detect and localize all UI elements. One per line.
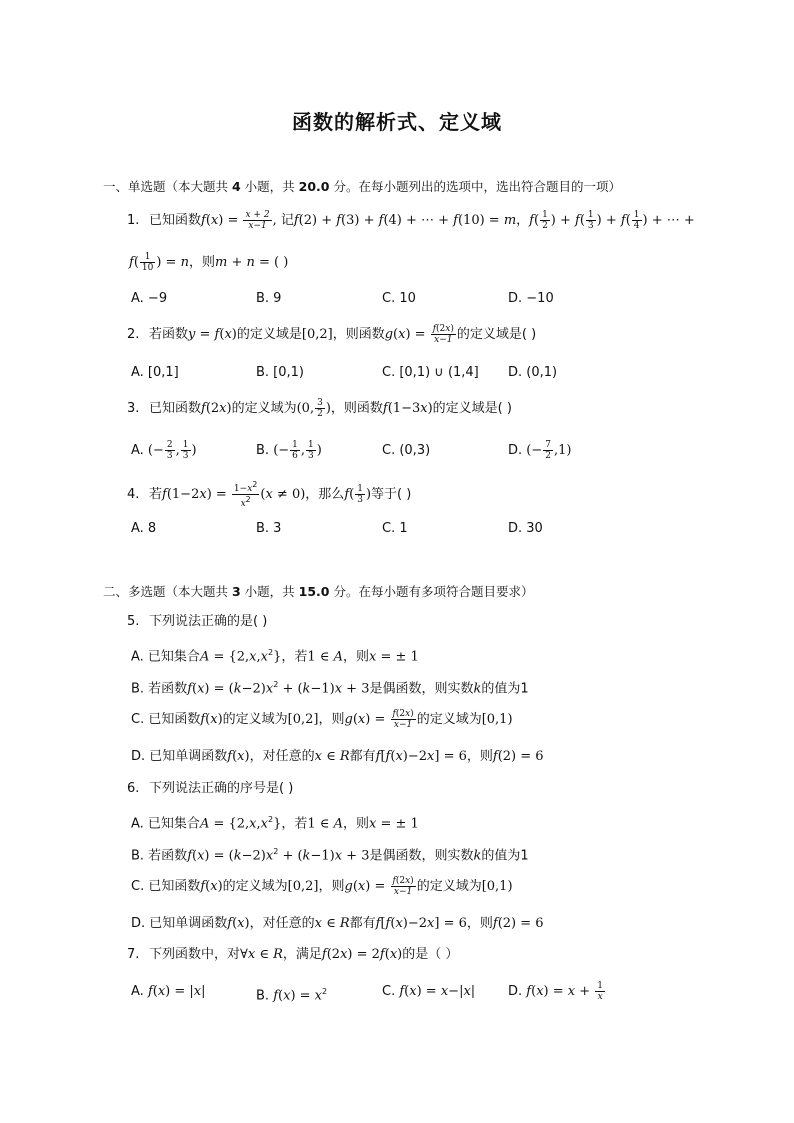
question-2: 2. 若函数y = f(x)的定义域是[0,2]，则函数g(x) = $\frac{f(2x)}{x-1}$ 的定义域是( )	[127, 324, 537, 345]
q4-option-c[interactable]: C. 1	[382, 521, 408, 536]
section-heading-multi-choice: 二、多选题（本大题共 3 小题，共 15.0 分。在每小题有多项符合题目要求）	[103, 584, 534, 599]
q1-option-b[interactable]: B. 9	[256, 291, 282, 306]
section-heading-single-choice: 一、单选题（本大题共 4 小题，共 20.0 分。在每小题列出的选项中，选出符合题目的一项）	[103, 179, 621, 194]
question-5: 5. 下列说法正确的是( )	[127, 614, 268, 629]
q3-option-c[interactable]: C. (0,3)	[382, 443, 431, 458]
q3-option-b[interactable]: B. (− $\frac{1}{6}$ , $\frac{1}{3}$ )	[256, 440, 322, 461]
q6-option-d[interactable]: D. 已知单调函数f(x)，对任意的x ∈ R都有f[f(x)−2x] = 6，则f(2) = 6	[131, 916, 544, 931]
question-4: 4. 若f(1−2x) = $\frac{1-x^2}{x^2}$ (x ≠ 0)，那么f( $\frac{1}{3}$ )等于( )	[127, 480, 412, 509]
q2-option-b[interactable]: B. [0,1)	[256, 365, 305, 380]
question-1-continued: f( $\frac{1}{10}$ ) = n，则m + n = ( )	[129, 252, 289, 273]
q2-option-a[interactable]: A. [0,1]	[131, 365, 179, 380]
q2-option-c[interactable]: C. [0,1) ∪ (1,4]	[382, 365, 479, 380]
q1-option-d[interactable]: D. −10	[508, 291, 554, 306]
question-3: 3. 已知函数f(2x)的定义域为(0, $\frac{3}{2}$ )，则函数f(1−3x)的定义域是( )	[127, 398, 512, 419]
q7-option-d[interactable]: D. f(x) = x + $\frac{1}{x}$	[508, 981, 604, 1002]
q5-option-c[interactable]: C. 已知函数f(x)的定义域为[0,2]，则g(x) = $\frac{f(2x)}{x-1}$ 的定义域为[0,1)	[131, 709, 513, 730]
q3-option-d[interactable]: D. (− $\frac{7}{2}$ ,1)	[508, 440, 572, 461]
q5-option-b[interactable]: B. 若函数$f(x) = (k-2)x^2 + (k-1)x + 3$是偶函数，则实数k的值为1	[131, 680, 529, 697]
question-1: 1. 已知函数f(x) = $\frac{x + 2}{x-1}$ , 记f(2) + f(3) + f(4) + ⋯ + f(10) = m，f( $\frac{1}{2}$ ) + f( $\frac{1}{3}$ ) + f( $\frac{1}{4}$ ) + ⋯ +	[127, 210, 695, 231]
q7-option-b[interactable]: B. $f(x) = x^2$	[256, 987, 328, 1004]
q6-option-c[interactable]: C. 已知函数f(x)的定义域为[0,2]，则g(x) = $\frac{f(2x)}{x-1}$ 的定义域为[0,1)	[131, 876, 513, 897]
q5-option-a[interactable]: A. 已知集合$A = \{2,x,x^2\}$，若1 ∈ A，则x = ± 1	[131, 648, 419, 665]
q7-option-c[interactable]: C. f(x) = x−|x|	[382, 984, 476, 999]
q6-option-a[interactable]: A. 已知集合$A = \{2,x,x^2\}$，若1 ∈ A，则x = ± 1	[131, 815, 419, 832]
q5-option-d[interactable]: D. 已知单调函数f(x)，对任意的x ∈ R都有f[f(x)−2x] = 6，则f(2) = 6	[131, 749, 544, 764]
q1-option-c[interactable]: C. 10	[382, 291, 416, 306]
q1-option-a[interactable]: A. −9	[131, 291, 168, 306]
q7-option-a[interactable]: A. f(x) = |x|	[131, 984, 206, 999]
q3-option-a[interactable]: A. (− $\frac{2}{3}$ , $\frac{1}{3}$ )	[131, 440, 197, 461]
q4-option-d[interactable]: D. 30	[508, 521, 543, 536]
q4-option-b[interactable]: B. 3	[256, 521, 282, 536]
question-7: 7. 下列函数中，对∀x ∈ R，满足f(2x) = 2f(x)的是（ ）	[127, 947, 459, 962]
q2-option-d[interactable]: D. (0,1)	[508, 365, 558, 380]
q4-option-a[interactable]: A. 8	[131, 521, 157, 536]
page-title: 函数的解析式、定义域	[292, 110, 502, 134]
q6-option-b[interactable]: B. 若函数$f(x) = (k-2)x^2 + (k-1)x + 3$是偶函数，则实数k的值为1	[131, 847, 529, 864]
question-6: 6. 下列说法正确的序号是( )	[127, 781, 294, 796]
